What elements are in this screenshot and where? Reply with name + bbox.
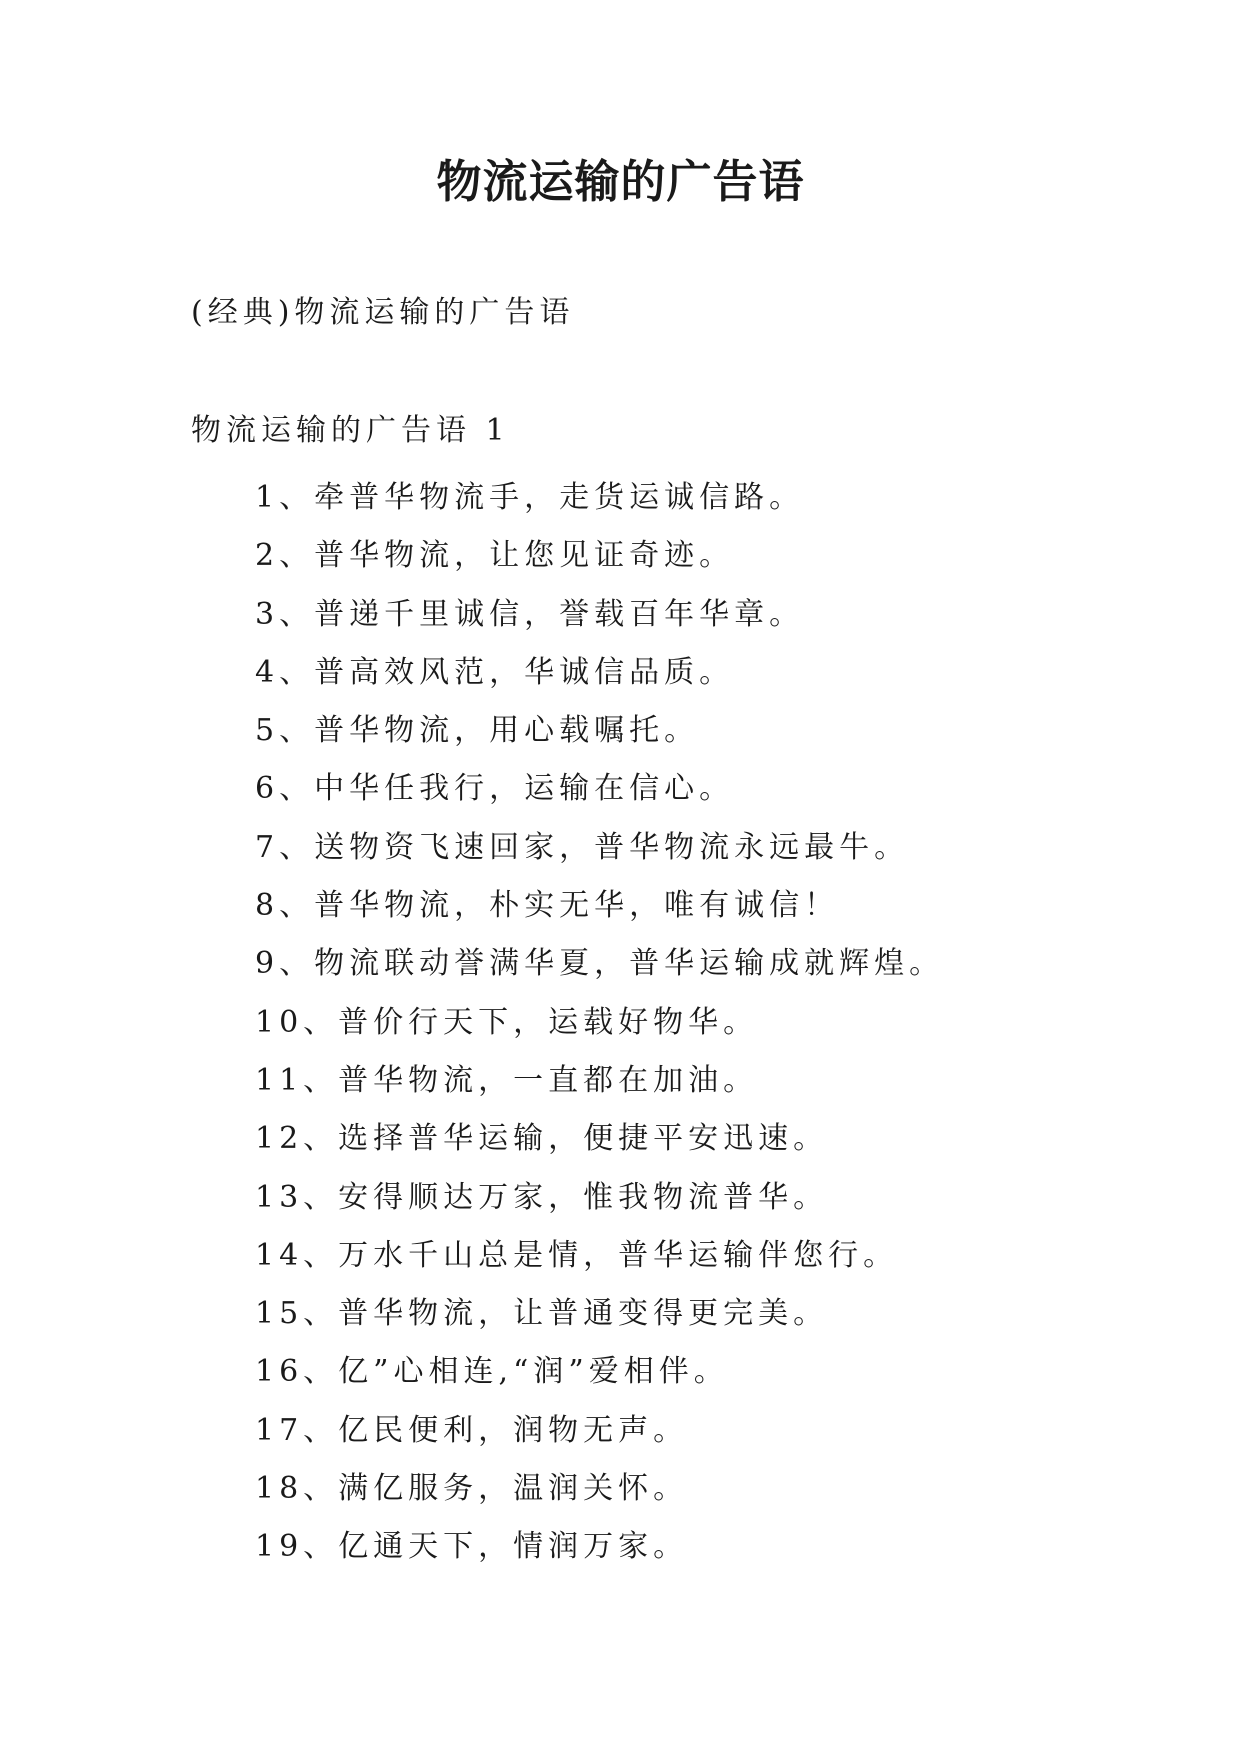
document-title: 物流运输的广告语 xyxy=(436,155,805,208)
list-item: 3、普递千里诚信，誉载百年华章。 xyxy=(255,596,805,632)
list-item: 4、普高效风范，华诚信品质。 xyxy=(255,654,735,690)
list-item: 17、亿民便利，润物无声。 xyxy=(255,1412,689,1448)
list-item: 13、安得顺达万家，惟我物流普华。 xyxy=(255,1179,829,1215)
section-heading: 物流运输的广告语 1 xyxy=(191,413,510,448)
list-item: 10、普价行天下，运载好物华。 xyxy=(255,1004,759,1040)
list-item: 14、万水千山总是情，普华运输伴您行。 xyxy=(255,1237,899,1273)
list-item: 12、选择普华运输，便捷平安迅速。 xyxy=(255,1121,829,1157)
slogan-list xyxy=(255,469,944,1577)
document-subtitle: (经典)物流运输的广告语 xyxy=(191,295,575,330)
list-item: 11、普华物流，一直都在加油。 xyxy=(255,1062,759,1098)
list-item: 5、普华物流，用心载嘱托。 xyxy=(255,713,700,749)
list-item: 6、中华任我行，运输在信心。 xyxy=(255,771,735,807)
list-item: 8、普华物流，朴实无华，唯有诚信！ xyxy=(255,888,840,924)
list-item: 19、亿通天下，情润万家。 xyxy=(255,1529,689,1565)
list-item: 2、普华物流，让您见证奇迹。 xyxy=(255,538,735,574)
list-item: 7、送物资飞速回家，普华物流永远最牛。 xyxy=(255,829,910,865)
list-item: 18、满亿服务，温润关怀。 xyxy=(255,1471,689,1507)
list-item: 1、牵普华物流手，走货运诚信路。 xyxy=(255,480,805,515)
list-item: 15、普华物流，让普通变得更完美。 xyxy=(255,1296,829,1332)
list-item: 16、亿”心相连,“润”爱相伴。 xyxy=(255,1354,729,1390)
list-item: 9、物流联动誉满华夏，普华运输成就辉煌。 xyxy=(255,946,945,982)
